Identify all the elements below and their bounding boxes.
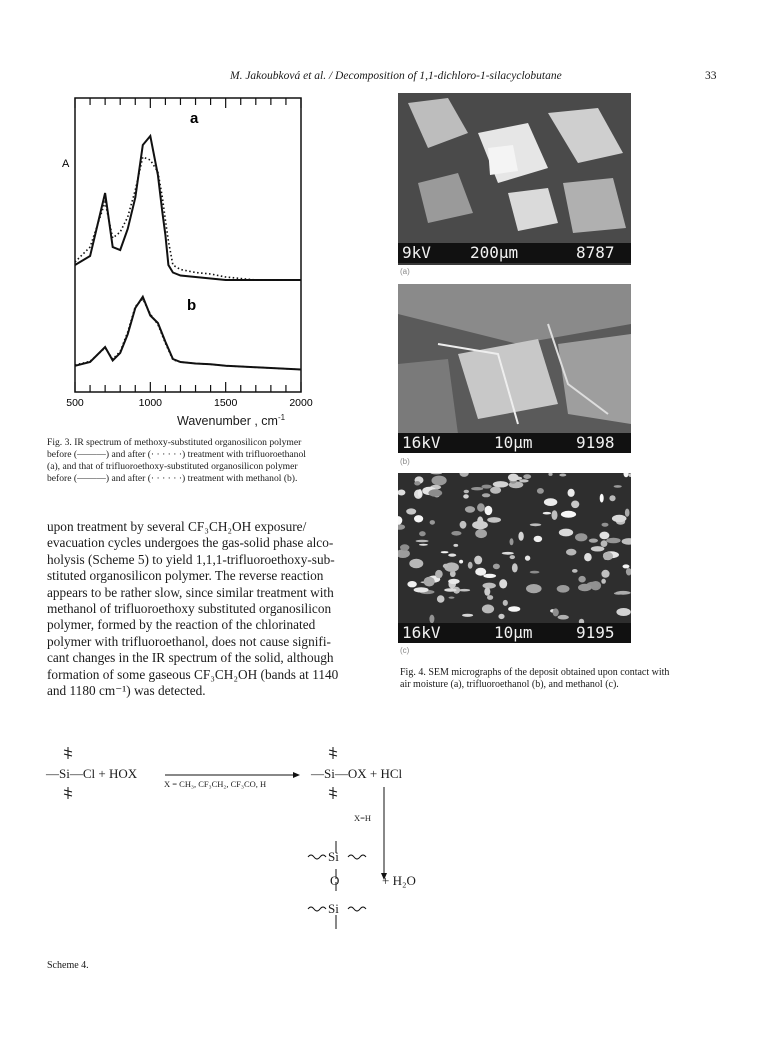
ir-spectrum-chart [40,95,370,435]
sem-a-label: (a) [400,267,410,276]
page-number: 33 [705,70,717,82]
scheme-si-bottom: Si [328,901,339,916]
x-tick-label: 2000 [289,397,313,409]
sem-a-voltage: 9kV [402,243,431,262]
sem-b-scale: 10µm [494,433,533,452]
running-head: M. Jakoubková et al. / Decomposition of 1,1-dichloro-1-silacyclobutane [230,70,562,82]
sem-image-c [398,473,631,623]
panel-b-label: b [187,297,197,314]
scheme-4 [40,745,500,945]
scheme-condition: X = CH₃, CF₃CH₂, CF₃CO, H [164,779,267,789]
sem-b-number: 9198 [576,433,615,452]
sem-image-b [398,284,631,434]
sem-b-voltage: 16kV [402,433,441,452]
figure-3 [40,95,370,435]
sem-c-number: 9195 [576,623,615,642]
sem-c-label: (c) [400,646,410,655]
x-tick-label: 1000 [138,397,163,409]
scheme-water: + H₂O [382,873,416,888]
figure-3-caption: Fig. 3. IR spectrum of methoxy-substituted organosilicon polymer before (———) and after (· · · · · ·) treatment with trifluoroethanol (a), and that of trifluoroethoxy-substituted organosilicon polymer before (———) and after (· · · · · ·) treatment with methanol (b). [47,437,306,484]
x-tick-label: 500 [66,397,84,409]
sem-c-scale: 10µm [494,623,533,642]
scheme-label: Scheme 4. [47,960,89,971]
sem-micrograph-a [398,93,631,265]
sem-image-a [398,93,631,245]
spectrum-a-solid [75,136,301,280]
scheme-arrow-label: X=H [354,813,372,823]
sem-b-label: (b) [400,457,410,466]
sem-a-scale: 200µm [470,243,519,262]
sem-a-number: 8787 [576,243,615,262]
sem-c-voltage: 16kV [402,623,441,642]
figure-4-caption: Fig. 4. SEM micrographs of the deposit obtained upon contact with air moisture (a), trifluoroethanol (b), and methanol (c). [400,667,670,690]
panel-a-label: a [190,110,199,127]
scheme-reactant: —Si—Cl + HOX [46,766,138,781]
scheme-oxygen: O [330,873,340,888]
body-paragraph: upon treatment by several CF₃CH₂OH exposure/ evacuation cycles undergoes the gas-solid phase alco- holysis (Scheme 5) to yield 1,1,1-trifluoroethoxy-sub- stituted organosilicon polymer. The reverse reaction appears to be rather slow, since similar treatment with methanol of trifluoroethoxy substituted organosilicon polymer, formed by the reaction of the chlorinated polymer with trifluoroethanol, does not cause signifi- cant changes in the IR spectrum of the solid, although formation of some gaseous CF₃CH₂OH (bands at 1140 and 1180 cm⁻¹) was detected. [47,519,339,699]
x-tick-label: 1500 [213,397,238,409]
sem-micrograph-b [398,284,631,453]
y-axis-label: A [62,158,70,170]
sem-micrograph-c [398,473,631,643]
scheme-si-top: Si [328,849,339,864]
x-axis-label: Wavenumber , $cm^{-1}$ [177,413,286,429]
scheme-product: —Si—OX + HCl [311,766,403,781]
